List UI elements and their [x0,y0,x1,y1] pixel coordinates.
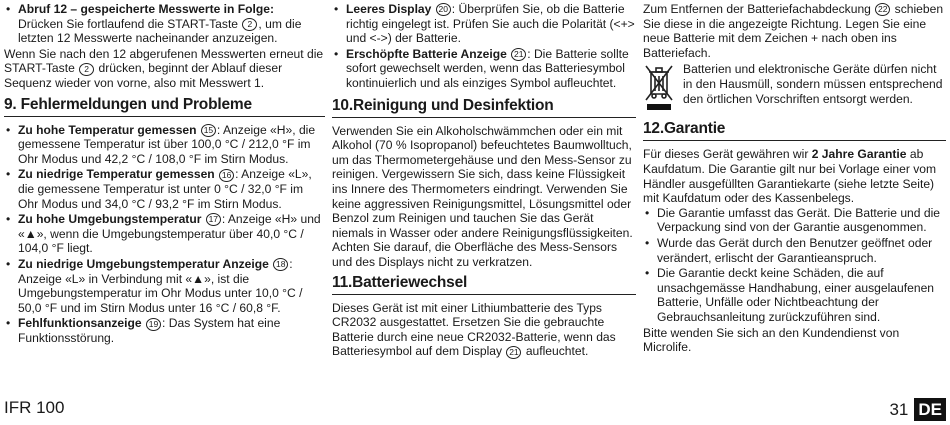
list-item [332,2,636,46]
cover-text: Zum Entfernen der Batteriefachabdeckung [643,2,871,16]
item-title: Zu hohe Umgebungstemperatur [18,212,202,227]
item-title: Fehlfunktionsanzeige [18,316,142,331]
sequence-text: Wenn Sie nach den 12 abgerufenen Messwerten erneut die START-Taste [4,46,324,76]
list-item [4,212,325,256]
ref-number: 21 [511,48,526,61]
item-text: : Anzeige «L» in Verbindung mit «▲», ist die Umgebungstemperatur im Ohr Modus unter 10,0 °C / 50,0 °F und im Stirn Modus unter 16 °C / 60,8 °F. [18,256,303,315]
item-text: : Anzeige «H», die gemessene Temperatur ist über 100,0 °C / 212,0 °F im Ohr Modus und 42,2 °C / 108,0 °F im Stirn Modus. [18,122,316,166]
page-number: 31 [889,399,909,419]
warranty-text: Für dieses Gerät gewähren wir [643,147,812,162]
battery-text-end: aufleuchtet. [525,344,589,359]
error-list [4,123,325,346]
battery-paragraph [332,301,636,359]
language-badge: DE [914,398,946,421]
item-text: : Überprüfen Sie, ob die Batterie richtig eingelegt ist. Prüfen Sie auch die Polarität (<+> und <->) der Batterie. [346,2,635,46]
item-title: Zu niedrige Temperatur gemessen [18,167,215,182]
recall-text: Drücken Sie fortlaufend die START-Taste [18,16,239,31]
list-item [332,47,636,91]
battery-text: Dieses Gerät ist mit einer Lithiumbatterie des Typs CR2032 ausgestattet. Ersetzen Sie die gebrauchte Batterie durch eine neue CR2032-Batterie, wenn das Batteriesymbol auf dem Display [332,300,616,359]
list-item [4,167,325,211]
list-item: • Die Garantie deckt keine Schäden, die auf unsachgemässe Handhabung, einer ausgelaufenen Batterie, Unfälle oder Nichtbeachtung der Gebrauchsanleitung zurückzuführen sind. [643,266,946,324]
display-list [332,2,636,91]
item-text: : Anzeige «H» und «▲», wenn die Umgebungstemperatur über 40,0 °C / 104,0 °F liegt. [18,212,321,256]
section-heading-warranty: 12.Garantie [643,120,946,141]
item-title: Erschöpfte Batterie Anzeige [346,46,507,61]
disposal-text: Batterien und elektronische Geräte dürfen nicht in den Hausmüll, sondern müssen entsprechend den örtlichen Vorschriften entsorgt werden. [683,62,943,106]
list-item: • Die Garantie umfasst das Gerät. Die Batterie und die Verpackung sind von der Garantie ausgenommen. [643,206,946,235]
sequence-paragraph [4,47,325,91]
warranty-duration: 2 Jahre Garantie [811,147,907,162]
ref-number: 19 [146,318,161,331]
column-left [4,2,325,346]
disposal-notice [643,62,946,114]
ref-number: 22 [875,3,890,16]
crossed-bin-icon [643,62,675,114]
warranty-text-end: ab Kaufdatum. Die Garantie gilt nur bei Vorlage einer vom Händler ausgefüllten Garantiekarte (siehe letzte Seite) mit Kaufdatum oder des Kassenbelegs. [643,147,937,206]
warranty-list [643,206,946,325]
item-text: : Die Batterie sollte sofort gewechselt werden, wenn das Batteriesymbol kontinuierlich und als einziges Symbol aufleuchtet. [346,46,629,90]
ref-number: 2 [79,63,94,76]
ref-number: 20 [436,3,451,16]
item-title: Zu niedrige Umgebungstemperatur Anzeige [18,256,269,271]
warranty-paragraph [643,147,946,205]
recall-text-end: , um die letzten 12 Messwerte nacheinander anzuzeigen. [18,16,302,46]
item-text: : Anzeige «L», die gemessene Temperatur ist unter 0 °C / 32,0 °F im Ohr Modus und 34,0 °C / 93,2 °F im Stirn Modus. [18,167,312,211]
ref-number: 18 [273,258,288,271]
list-item-recall [4,2,325,46]
sequence-text-end: drücken, beginnt der Ablauf dieser Sequenz wieder von vorne, also mit Messwert 1. [4,61,283,90]
section-heading-errors: 9. Fehlermeldungen und Probleme [4,96,325,117]
footer-model: IFR 100 [4,398,65,417]
footer-pagination [889,398,946,421]
cover-paragraph [643,2,946,60]
ref-number: 2 [242,18,257,31]
item-title: Zu hohe Temperatur gemessen [18,122,197,137]
ref-number: 17 [206,213,221,226]
list-item [4,316,325,345]
item-title: Leeres Display [346,2,432,16]
column-middle [332,2,636,359]
item-text: : Das System hat eine Funktionsstörung. [18,316,281,345]
section-heading-battery: 11.Batteriewechsel [332,274,636,295]
recall-list [4,2,325,46]
ref-number: 21 [506,346,521,359]
list-item [4,257,325,315]
ref-number: 15 [201,124,216,137]
recall-title: Abruf 12 – gespeicherte Messwerte in Folge: [18,2,275,16]
section-heading-cleaning: 10.Reinigung und Desinfektion [332,97,636,118]
cleaning-paragraph: Verwenden Sie ein Alkoholschwämmchen oder ein mit Alkohol (70 % Isopropanol) befeuchtetes Baumwolltuch, um das Thermometergehäuse und den Mess-Sensor zu reinigen. Vergewissern Sie sich, dass keine Flüssigkeit ins Innere des Thermometers eindringt. Verwenden Sie keine aggressiven Reinigungsmittel, Lösungsmittel oder Benzol zum Reinigen und tauchen Sie das Gerät niemals in Wasser oder andere Reinigungsflüssigkeiten. Achten Sie darauf, die Oberfläche des Mess-Sensors und des Displays nicht zu verkratzen. [332,123,633,269]
contact-paragraph: Bitte wenden Sie sich an den Kundendienst von Microlife. [643,325,900,355]
cover-text-end: schieben Sie diese in die angezeigte Richtung. Legen Sie eine neue Batterie mit dem Zeichen + nach oben ins Batteriefach. [643,2,944,60]
column-right [643,2,946,355]
list-item: • Wurde das Gerät durch den Benutzer geöffnet oder verändert, erlischt der Garantieanspruch. [643,236,946,265]
ref-number: 16 [219,169,234,182]
list-item [4,123,325,167]
